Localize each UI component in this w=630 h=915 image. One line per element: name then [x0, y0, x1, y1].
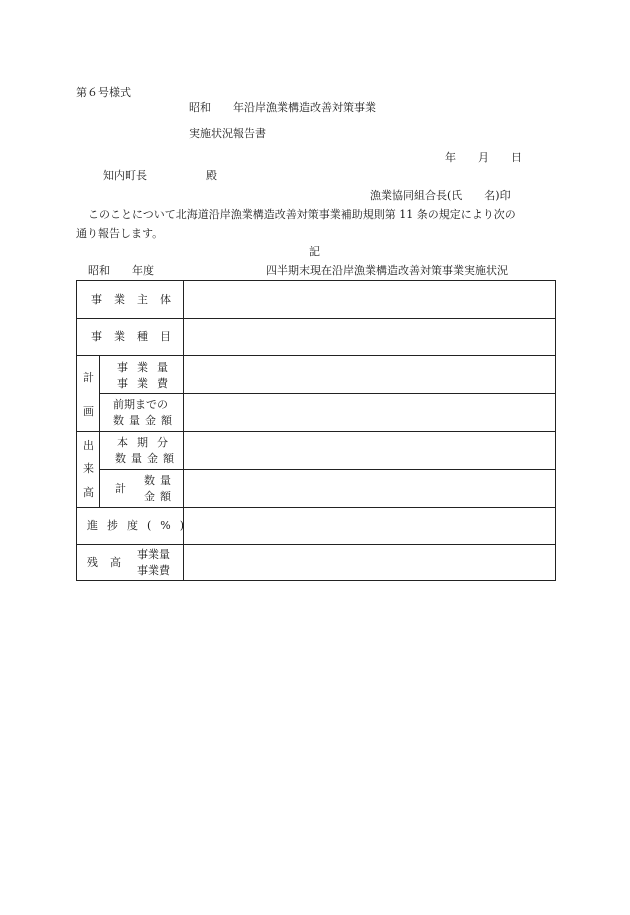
- label-dekidaka-middle: 来: [83, 462, 94, 475]
- label-dekidaka-top: 出: [83, 439, 94, 452]
- value-keikaku-row1[interactable]: [184, 356, 554, 393]
- label-keikaku-bottom: 画: [83, 405, 94, 418]
- value-dekidaka-row1[interactable]: [184, 432, 554, 469]
- status-report-table: [76, 280, 556, 581]
- fiscal-year: 昭和 年度: [88, 264, 154, 277]
- label-kingaku: 金額: [144, 490, 176, 503]
- date-line: 年 月 日: [445, 151, 522, 164]
- sender-line: 漁業協同組合長(氏 名)印: [370, 189, 511, 202]
- body-text-line-1: このことについて北海道沿岸漁業構造改善対策事業補助規則第 11 条の規定により次の: [88, 208, 516, 221]
- value-shinchokudo[interactable]: [184, 508, 554, 544]
- title-line-2: 実施状況報告書: [189, 127, 266, 140]
- label-shinchokudo: 進捗度(%): [87, 519, 194, 532]
- value-dekidaka-row2[interactable]: [184, 470, 554, 507]
- ki-label: 記: [309, 245, 320, 258]
- label-jigyo-shumoku: 事業種目: [91, 330, 183, 343]
- form-number: 第６号様式: [76, 86, 131, 99]
- label-suryo-kingaku-2: 数量金額: [115, 452, 179, 465]
- report-heading: 四半期末現在沿岸漁業構造改善対策事業実施状況: [266, 264, 508, 277]
- label-zandaka-jigyoryo: 事業量: [137, 548, 170, 561]
- label-jigyohi: 事業費: [117, 377, 177, 390]
- body-text-line-2: 通り報告します。: [76, 227, 164, 240]
- value-jigyo-shumoku[interactable]: [184, 319, 554, 355]
- label-suryo-kingaku-1: 数量金額: [113, 414, 177, 427]
- label-keikaku-top: 計: [83, 371, 94, 384]
- label-kei: 計: [115, 482, 126, 495]
- label-honki-bun: 本期分: [117, 436, 177, 449]
- label-suryo: 数量: [144, 474, 176, 487]
- title-line-1: 昭和 年沿岸漁業構造改善対策事業: [189, 101, 376, 114]
- honorific: 殿: [206, 169, 217, 182]
- value-keikaku-row2[interactable]: [184, 394, 554, 431]
- label-dekidaka-bottom: 高: [83, 486, 94, 499]
- label-zandaka: 残高: [87, 556, 133, 569]
- value-zandaka[interactable]: [184, 545, 554, 580]
- label-jigyoryo: 事業量: [117, 361, 177, 374]
- label-jigyo-shutai: 事業主体: [91, 293, 183, 306]
- label-zenki-made: 前期までの: [113, 398, 168, 411]
- addressee: 知内町長: [103, 169, 147, 182]
- value-jigyo-shutai[interactable]: [184, 282, 554, 318]
- label-zandaka-jigyohi: 事業費: [137, 564, 170, 577]
